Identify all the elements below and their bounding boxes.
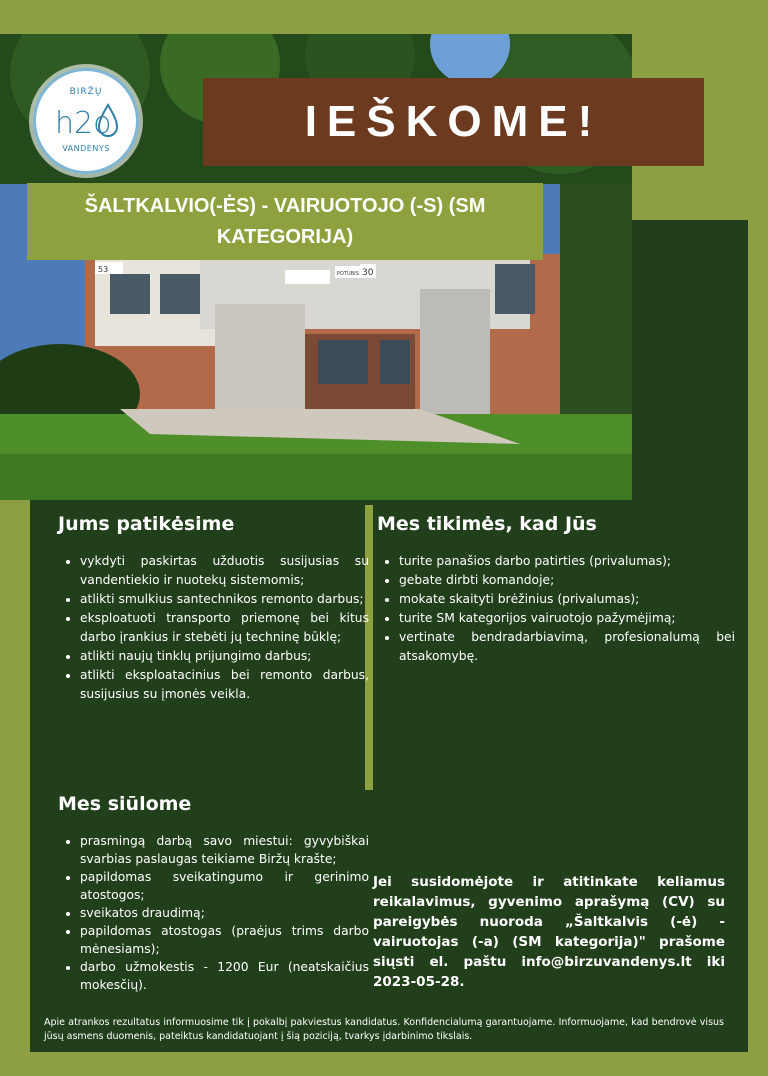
list-item: • atlikti smulkius santechnikos remonto darbus; [80, 590, 369, 609]
list-item: • vykdyti paskirtas užduotis susijusias su vandentiekio ir nuotekų sistemomis; [80, 552, 369, 590]
logo-top-text: BIRŽŲ [69, 87, 103, 97]
trust-list [58, 552, 369, 704]
offer-heading: Mes siūlome [58, 793, 192, 815]
list-item: • eksploatuoti transporto priemonę bei kitus darbo įrankius ir stebėti jų techninę būklę; [80, 609, 369, 647]
position-title [27, 183, 543, 260]
position-title-line1: ŠALTKALVIO(-ĖS) - VAIRUOTOJO (-S) (SM [84, 195, 486, 217]
logo-mark-text: h2o [55, 106, 112, 141]
offer-list [58, 832, 369, 994]
application-instructions: Jei susidomėjote ir atitinkate keliamus reikalavimus, gyvenimo aprašymą (CV) su pareigybės nuoroda „Šaltkalvis (-ė) - vairuotojas (-a) (SM kategorija)" prašome siųsti el. paštu info@birzuvandenys.lt iki 2023-05-28. [373, 874, 725, 990]
street-sign: POTUBIS [337, 271, 359, 277]
trust-heading: Jums patikėsime [58, 513, 235, 535]
list-item: • sveikatos draudimą; [80, 904, 369, 922]
list-item: • atlikti eksploatacinius bei remonto darbus, susijusius su įmonės veikla. [80, 666, 369, 704]
logo-bottom-text: VANDENYS [62, 144, 110, 153]
list-item: • atlikti naujų tinklų prijungimo darbus; [80, 647, 369, 666]
water-drop-icon [36, 99, 136, 145]
position-title-line2: KATEGORIJA) [216, 226, 354, 248]
expect-heading: Mes tikimės, kad Jūs [377, 513, 597, 535]
list-item: • gebate dirbti komandoje; [399, 571, 735, 590]
expect-list [377, 552, 735, 666]
list-item: • vertinate bendradarbiavimą, profesionalumą bei atsakomybę. [399, 628, 735, 666]
list-item: • prasmingą darbą savo miestui: gyvybiškai svarbias paslaugas teikiame Biržų krašte; [80, 832, 369, 868]
list-item: • turite SM kategorijos vairuotojo pažymėjimą; [399, 609, 735, 628]
page-title: IEŠKOME! [203, 78, 704, 166]
list-item: • papildomas atostogas (praėjus trims darbo mėnesiams); [80, 922, 369, 958]
list-item: • turite panašios darbo patirties (privalumas); [399, 552, 735, 571]
list-item: • darbo užmokestis - 1200 Eur (neatskaičius mokesčių). [80, 958, 369, 994]
footer-note: Apie atrankos rezultatus informuosime tik į pokalbį pakviestus kandidatus. Konfidencialumą garantuojame. Informuojame, kad bendrovė visus jūsų asmens duomenis, pateiktus kandidatuojant į šią poziciją, tvarkys įdarbinimo tikslais. [44, 1017, 724, 1042]
list-item: • mokate skaityti brėžinius (privalumas); [399, 590, 735, 609]
company-logo [33, 68, 139, 174]
building-number-sign: 30 [362, 268, 374, 278]
building-number-sign-left: 53 [98, 265, 109, 274]
list-item: • papildomas sveikatingumo ir gerinimo atostogos; [80, 868, 369, 904]
